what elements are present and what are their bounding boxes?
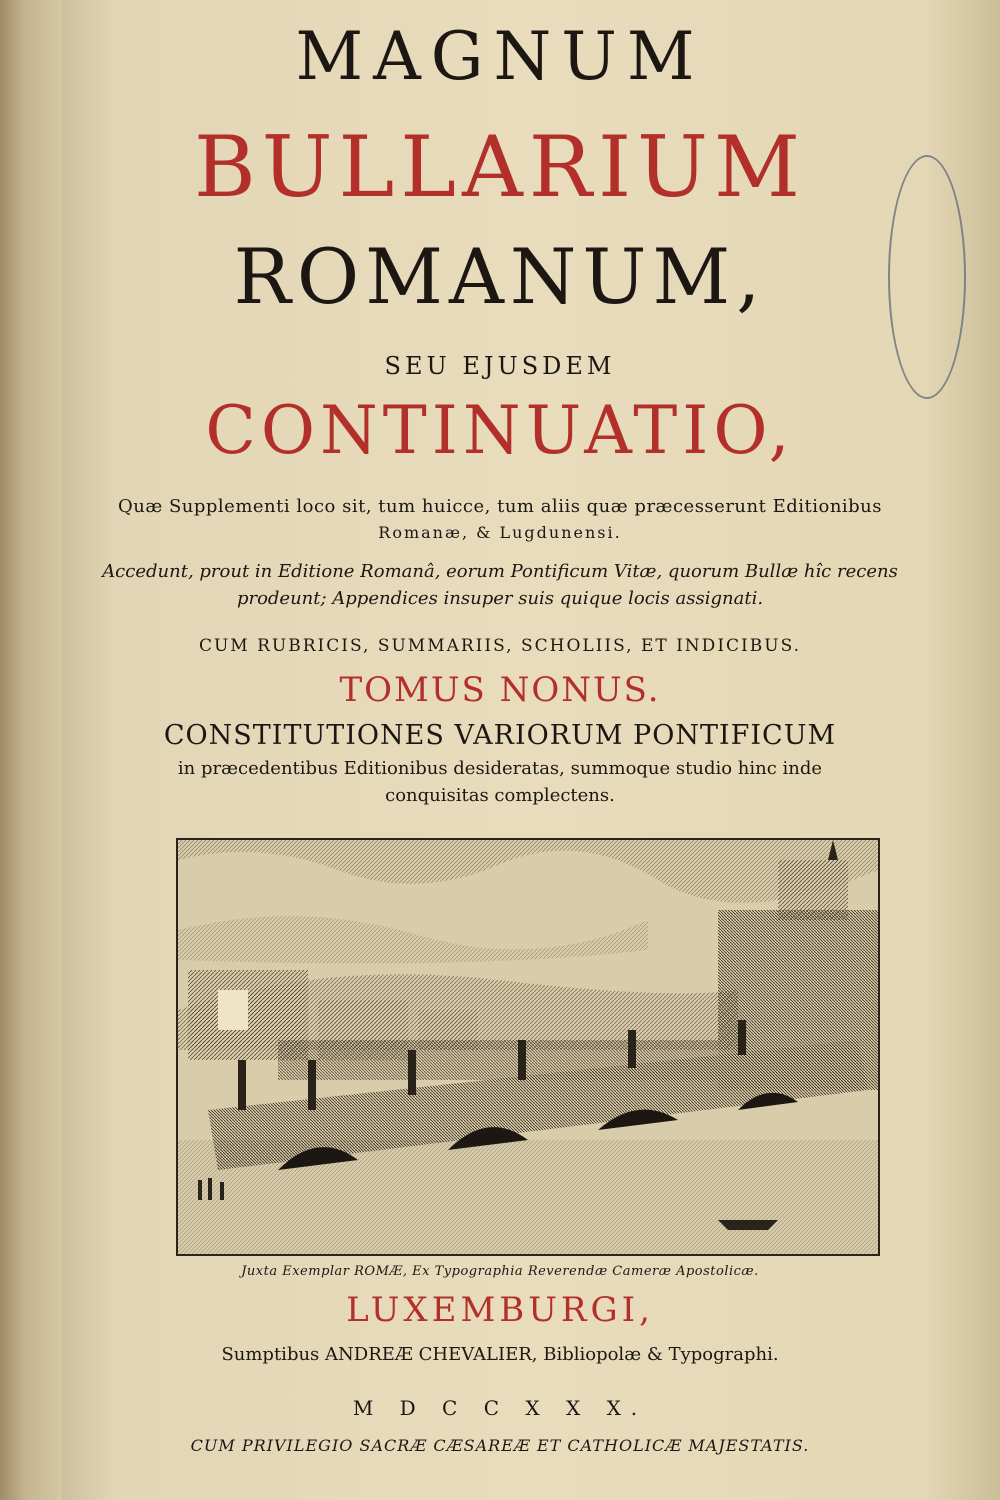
publisher-line: Sumptibus ANDREÆ CHEVALIER, Bibliopolæ & Typographi. bbox=[221, 1344, 779, 1365]
privilege-line: CUM PRIVILEGIO SACRÆ CÆSAREÆ ET CATHOLICÆ MAJESTATIS. bbox=[190, 1436, 810, 1455]
place-luxemburgi: LUXEMBURGI, bbox=[346, 1290, 654, 1330]
accedunt-line-2: prodeunt; Appendices insuper suis quique locis assignati. bbox=[236, 588, 764, 609]
engraving-image bbox=[176, 838, 880, 1256]
publication-year: M D C C X X X. bbox=[352, 1396, 648, 1420]
title-romanum: ROMANUM, bbox=[233, 232, 767, 321]
cum-rubricis: CUM RUBRICIS, SUMMARIIS, SCHOLIIS, ET INDICIBUS. bbox=[198, 636, 802, 656]
accedunt-line-1: Accedunt, prout in Editione Romanâ, eorum Pontificum Vitæ, quorum Bullæ hîc recens bbox=[102, 561, 898, 582]
title-magnum: MAGNUM bbox=[295, 18, 705, 95]
supplement-line-1: Quæ Supplementi loco sit, tum huicce, tum aliis quæ præcesserunt Editionibus bbox=[117, 496, 883, 517]
title-seu-ejusdem: SEU EJUSDEM bbox=[384, 352, 616, 380]
description-line-2: conquisitas complectens. bbox=[385, 785, 615, 806]
constitutiones-heading: CONSTITUTIONES VARIORUM PONTIFICUM bbox=[163, 720, 837, 751]
library-stamp bbox=[888, 155, 966, 399]
title-bullarium: BULLARIUM bbox=[194, 118, 806, 216]
engraving-illustration bbox=[178, 840, 878, 1254]
description-line-1: in præcedentibus Editionibus desideratas, summoque studio hinc inde bbox=[177, 758, 823, 779]
juxta-exemplar: Juxta Exemplar ROMÆ, Ex Typographia Reverendæ Cameræ Apostolicæ. bbox=[241, 1264, 759, 1279]
title-continuatio: CONTINUATIO, bbox=[205, 392, 795, 469]
supplement-line-2: Romanæ, & Lugdunensi. bbox=[378, 523, 622, 542]
tomus-nonus: TOMUS NONUS. bbox=[339, 670, 661, 710]
